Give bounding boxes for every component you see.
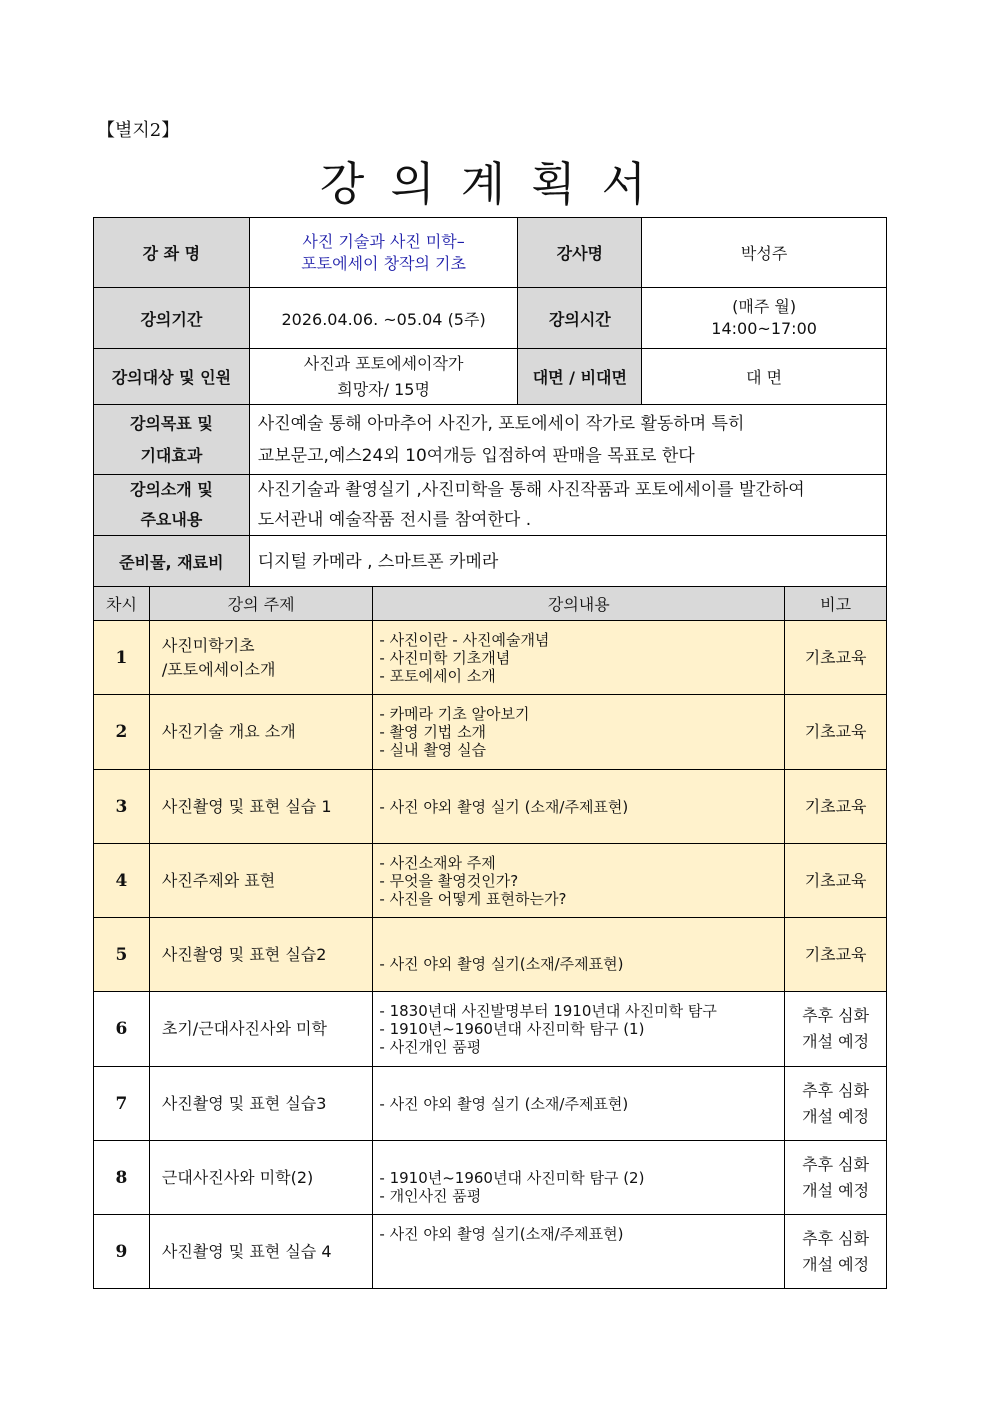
note-line1: 추후 심화	[802, 1080, 870, 1100]
course-name-label: 강 좌 명	[94, 218, 250, 288]
session-content	[373, 1141, 785, 1215]
content-line: - 1910년~1960년대 사진미학 탐구 (2)	[379, 1168, 645, 1187]
session-note	[785, 1141, 887, 1215]
content-line: - 개인사진 품평	[379, 1186, 482, 1205]
intro-label-line2: 주요내용	[140, 510, 203, 529]
content-line: - 사진을 어떻게 표현하는가?	[379, 889, 567, 908]
col-header-topic: 강의 주제	[149, 587, 373, 621]
target-label: 강의대상 및 인원	[94, 349, 250, 405]
table-row	[94, 621, 887, 695]
topic-line1: 사진기술 개요 소개	[161, 722, 296, 741]
time-value	[642, 288, 887, 349]
table-row	[94, 695, 887, 770]
course-info-table	[93, 217, 887, 588]
intro-value	[249, 475, 886, 536]
content-line	[379, 1243, 784, 1261]
topic-line1: 근대사진사와 미학(2)	[161, 1167, 314, 1187]
session-content	[373, 844, 785, 918]
session-number: 2	[94, 695, 150, 770]
note-line1: 추후 심화	[802, 1006, 870, 1025]
session-content	[373, 621, 785, 695]
course-name-line1: 사진 기술과 사진 미학–	[302, 231, 465, 251]
course-name-value	[249, 218, 518, 288]
table-row	[94, 918, 887, 992]
session-number: 1	[94, 621, 150, 695]
goal-line1: 사진예술 통해 아마추어 사진가, 포토에세이 작가로 활동하며 특히	[257, 413, 745, 434]
note-line2: 개설 예정	[802, 1254, 870, 1274]
schedule-table	[93, 586, 887, 1289]
note-line2: 개설 예정	[802, 1106, 870, 1126]
goal-label-line2: 기대효과	[140, 445, 203, 465]
session-content	[373, 695, 785, 770]
topic-line1: 사진촬영 및 표현 실습3	[161, 1093, 327, 1113]
session-topic	[149, 1141, 373, 1215]
session-topic	[149, 621, 373, 695]
session-note	[785, 992, 887, 1067]
topic-line1: 사진촬영 및 표현 실습 4	[161, 1241, 332, 1261]
content-line: - 사진소재와 주제	[379, 853, 496, 872]
document-title: 강의계획서	[319, 157, 673, 211]
target-value	[249, 349, 518, 405]
goal-label	[94, 405, 250, 475]
content-line: - 실내 촬영 실습	[379, 741, 487, 759]
content-line: - 사진이란 - 사진예술개념	[379, 630, 550, 649]
table-row	[94, 1067, 887, 1141]
col-header-content: 강의내용	[373, 587, 785, 621]
mode-label: 대면 / 비대면	[518, 349, 642, 405]
content-line: - 촬영 기법 소개	[379, 723, 487, 741]
session-note	[785, 695, 887, 770]
topic-line1: 초기/근대사진사와 미학	[161, 1019, 327, 1038]
content-line: - 사진개인 품평	[379, 1038, 482, 1056]
goal-value	[249, 405, 886, 475]
time-line2: 14:00~17:00	[711, 319, 817, 338]
table-row	[94, 1215, 887, 1289]
table-row	[94, 1141, 887, 1215]
intro-label-line1: 강의소개 및	[129, 480, 213, 499]
instructor-value: 박성주	[642, 218, 887, 288]
target-line1: 사진과 포토에세이작가	[303, 353, 464, 373]
session-content	[373, 918, 785, 992]
target-line2: 희망자/ 15명	[337, 379, 430, 399]
table-row	[94, 844, 887, 918]
session-topic	[149, 1215, 373, 1289]
time-label: 강의시간	[518, 288, 642, 349]
session-note	[785, 770, 887, 844]
col-header-session: 차시	[94, 587, 150, 621]
materials-label: 준비물, 재료비	[94, 536, 250, 588]
session-content	[373, 770, 785, 844]
content-line: - 1830년대 사진발명부터 1910년대 사진미학 탐구	[379, 1002, 717, 1020]
content-line: - 포토에세이 소개	[379, 666, 496, 685]
session-number: 4	[94, 844, 150, 918]
course-name-line2: 포토에세이 창작의 기초	[301, 253, 466, 273]
time-line1: (매주 월)	[732, 297, 797, 316]
note-line1: 추후 심화	[802, 1154, 870, 1174]
session-note	[785, 1067, 887, 1141]
session-note	[785, 844, 887, 918]
intro-line2: 도서관내 예술작품 전시를 참여한다 .	[257, 510, 532, 530]
session-number: 9	[94, 1215, 150, 1289]
topic-line1: 사진촬영 및 표현 실습 1	[161, 796, 332, 816]
session-number: 5	[94, 918, 150, 992]
note-line1: 추후 심화	[802, 1228, 870, 1248]
note-line1: 기초교육	[804, 722, 867, 741]
session-topic	[149, 770, 373, 844]
session-topic	[149, 992, 373, 1067]
intro-line1: 사진기술과 촬영실기 ,사진미학을 통해 사진작품과 포토에세이를 발간하여	[257, 480, 805, 500]
annex-label: 【별지2】	[97, 120, 180, 141]
content-line: - 사진 야외 촬영 실기(소재/주제표현)	[379, 1224, 624, 1243]
session-content	[373, 992, 785, 1067]
note-line1: 기초교육	[804, 944, 867, 964]
session-number: 8	[94, 1141, 150, 1215]
session-note	[785, 621, 887, 695]
goal-line2: 교보문고,예스24외 10여개등 입점하여 판매을 목표로 한다	[257, 445, 695, 466]
content-line: - 사진 야외 촬영 실기(소재/주제표현)	[379, 954, 624, 973]
session-content	[373, 1067, 785, 1141]
content-line	[379, 1261, 784, 1279]
content-line: - 무엇을 촬영것인가?	[379, 871, 519, 890]
topic-line1: 사진촬영 및 표현 실습2	[161, 944, 327, 964]
table-row	[94, 770, 887, 844]
session-topic	[149, 695, 373, 770]
table-row	[94, 992, 887, 1067]
note-line2: 개설 예정	[802, 1032, 870, 1051]
session-topic	[149, 1067, 373, 1141]
topic-line1: 사진미학기초	[161, 635, 255, 655]
content-line: - 사진미학 기초개념	[379, 648, 511, 667]
session-note	[785, 918, 887, 992]
session-number: 7	[94, 1067, 150, 1141]
materials-value: 디지털 카메라 , 스마트폰 카메라	[249, 536, 886, 588]
session-number: 6	[94, 992, 150, 1067]
note-line1: 기초교육	[804, 870, 867, 890]
session-topic	[149, 918, 373, 992]
session-content	[373, 1215, 785, 1289]
content-line: - 카메라 기초 알아보기	[379, 705, 530, 723]
period-label: 강의기간	[94, 288, 250, 349]
col-header-note: 비고	[785, 587, 887, 621]
content-line: - 사진 야외 촬영 실기 (소재/주제표현)	[379, 1094, 629, 1113]
period-value: 2026.04.06. ~05.04 (5주)	[249, 288, 518, 349]
topic-line1: 사진주제와 표현	[161, 870, 276, 890]
session-number: 3	[94, 770, 150, 844]
goal-label-line1: 강의목표 및	[129, 413, 213, 433]
session-topic	[149, 844, 373, 918]
note-line1: 기초교육	[804, 647, 867, 667]
content-line: - 1910년~1960년대 사진미학 탐구 (1)	[379, 1020, 645, 1038]
session-note	[785, 1215, 887, 1289]
content-line	[379, 937, 784, 955]
note-line2: 개설 예정	[802, 1180, 870, 1200]
note-line1: 기초교육	[804, 796, 867, 816]
instructor-label: 강사명	[518, 218, 642, 288]
content-line	[379, 1151, 784, 1169]
mode-value: 대 면	[642, 349, 887, 405]
intro-label	[94, 475, 250, 536]
topic-line2: /포토에세이소개	[161, 659, 276, 679]
content-line: - 사진 야외 촬영 실기 (소재/주제표현)	[379, 797, 629, 816]
